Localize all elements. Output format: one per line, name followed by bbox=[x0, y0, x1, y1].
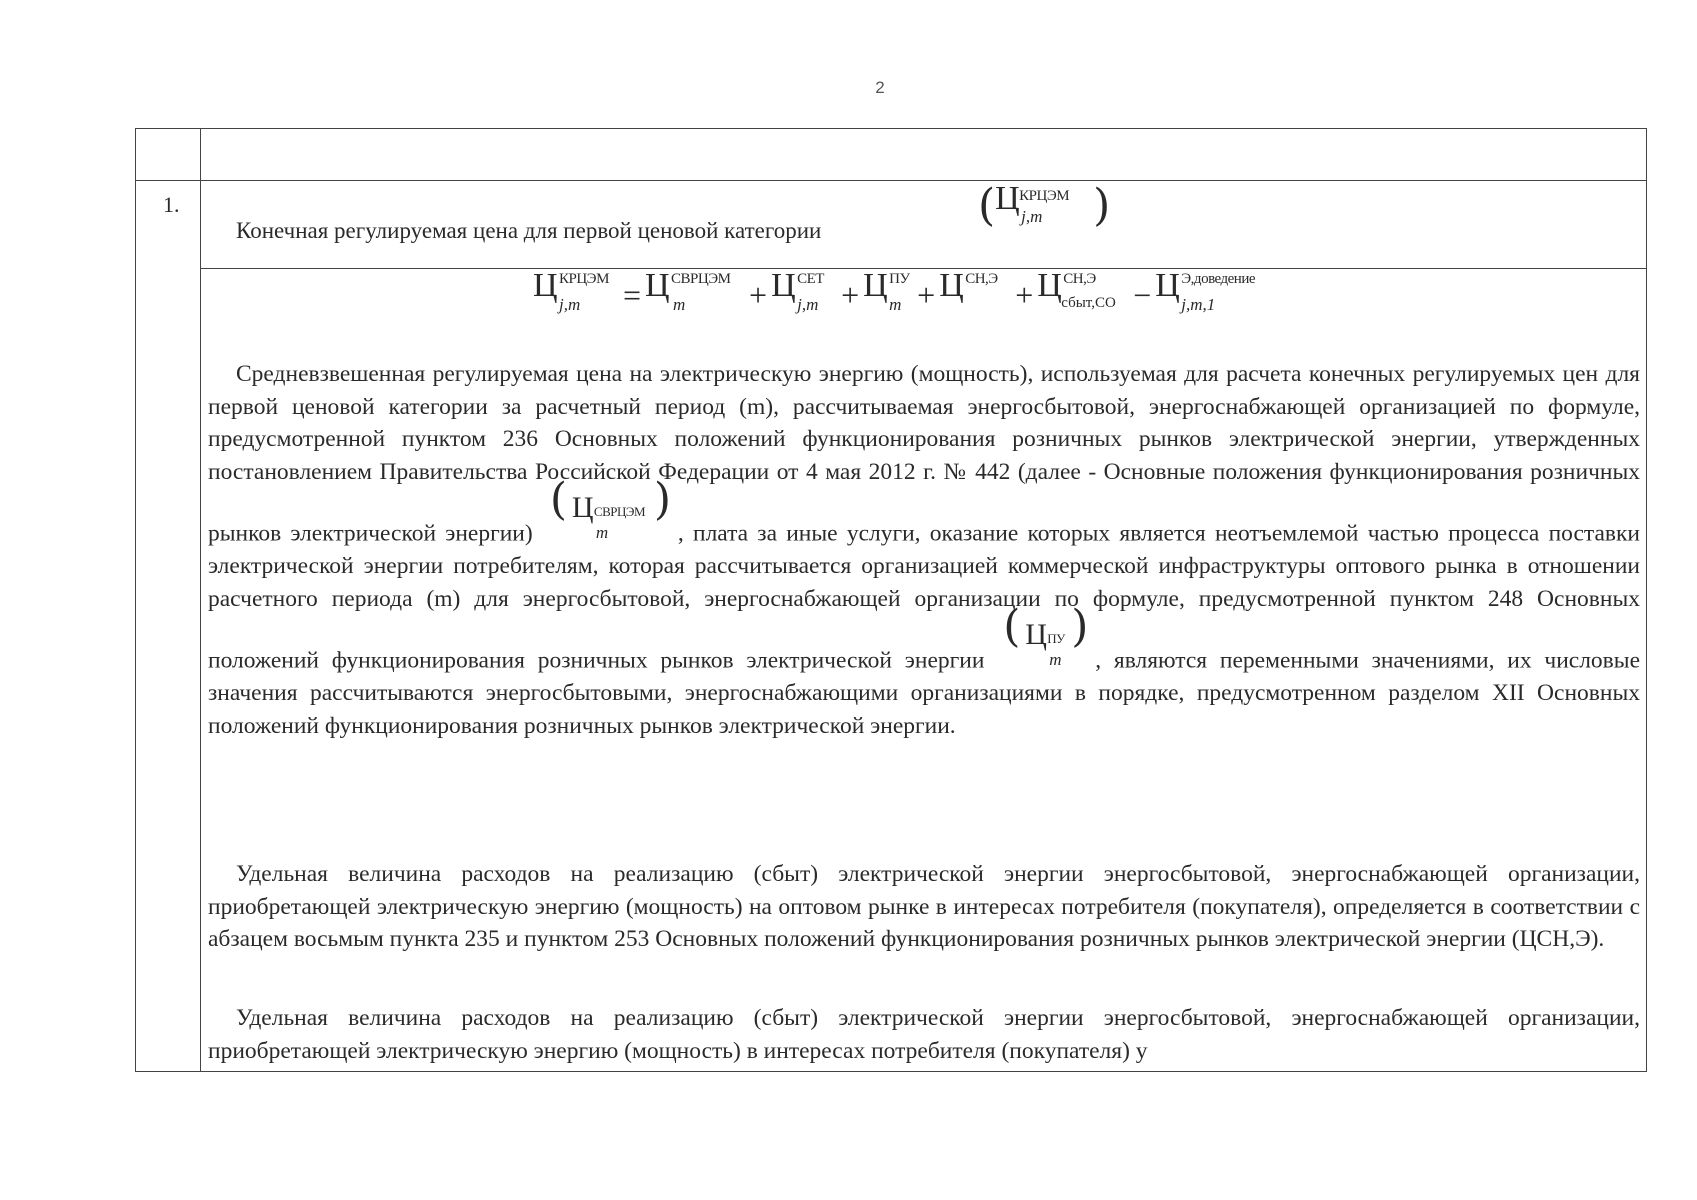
inline-symbol: ( Ц СВРЦЭМ m ) bbox=[549, 474, 672, 542]
paragraph bbox=[208, 358, 1640, 742]
paragraph bbox=[208, 858, 1640, 956]
inline-symbol: ( Ц ПУ m ) bbox=[1003, 601, 1089, 669]
paragraph-text: Удельная величина расходов на реализацию (сбыт) электрической энергии энергосбытовой, энергоснабжающей организации, приобретающей электрическую энергию (мощность) в интересах потребителя (покупателя) у bbox=[208, 1005, 1640, 1064]
paragraph bbox=[208, 1002, 1640, 1067]
paragraph-text: , плата за иные услуги, оказание которых является неотъемлемой частью процесса поставки электрической энергии потребителям, которая рассчитывается организацией коммерческой инфраструктуры оптового рынка в отношении расчетного периода (m) для энергосбытовой, энергоснабжающей организации по формуле, предусмотренной пунктом 248 Основных положений функционирования розничных рынков электрической энергии bbox=[208, 520, 1640, 674]
paragraph-text: , являются переменными значениями, их числовые значения рассчитываются энергосбытовыми, энергоснабжающими организациями в порядке, предусмотренном разделом XII Основных положений функционирования розничных рынков электрической энергии. bbox=[208, 647, 1641, 739]
page-number: 2 bbox=[875, 78, 885, 97]
row-number: 1. bbox=[163, 192, 180, 217]
paragraph-text: Средневзвешенная регулируемая цена на электрическую энергию (мощность), используемая для расчета конечных регулируемых цен для первой ценовой категории за расчетный период (m), рассчитываемая энергосбытовой, энергоснабжающей организацией по формуле, предусмотренной пунктом 236 Основных положений функционирования розничных рынков электрической энергии, утвержденных постановлением Правительства Российской Федерации от 4 мая 2012 г. № 442 (далее - Основные положения функционирования розничных рынков электрической энергии) bbox=[208, 361, 1640, 547]
formula: Ц КРЦЭМ j,m = Ц СВРЦЭМ m + Ц СЕТ j,m + Ц ПУ m + Ц СН,Э + Ц СН,Э сбыт,СО − Ц Э,доведение j,m,1 bbox=[533, 267, 1256, 314]
table-divider bbox=[200, 128, 201, 1072]
title-symbol: (Ц КРЦЭМ j,m ) bbox=[978, 180, 1111, 231]
table-divider bbox=[135, 180, 1646, 181]
paragraph-text: Удельная величина расходов на реализацию (сбыт) электрической энергии энергосбытовой, энергоснабжающей организации, приобретающей электрическую энергию (мощность) на оптовом рынке в интересах потребителя (покупателя), определяется в соответствии с абзацем восьмым пункта 235 и пунктом 253 Основных положений функционирования розничных рынков электрической энергии (ЦСН,Э). bbox=[208, 861, 1640, 952]
row-title: Конечная регулируемая цена для первой ценовой категории bbox=[236, 218, 822, 243]
